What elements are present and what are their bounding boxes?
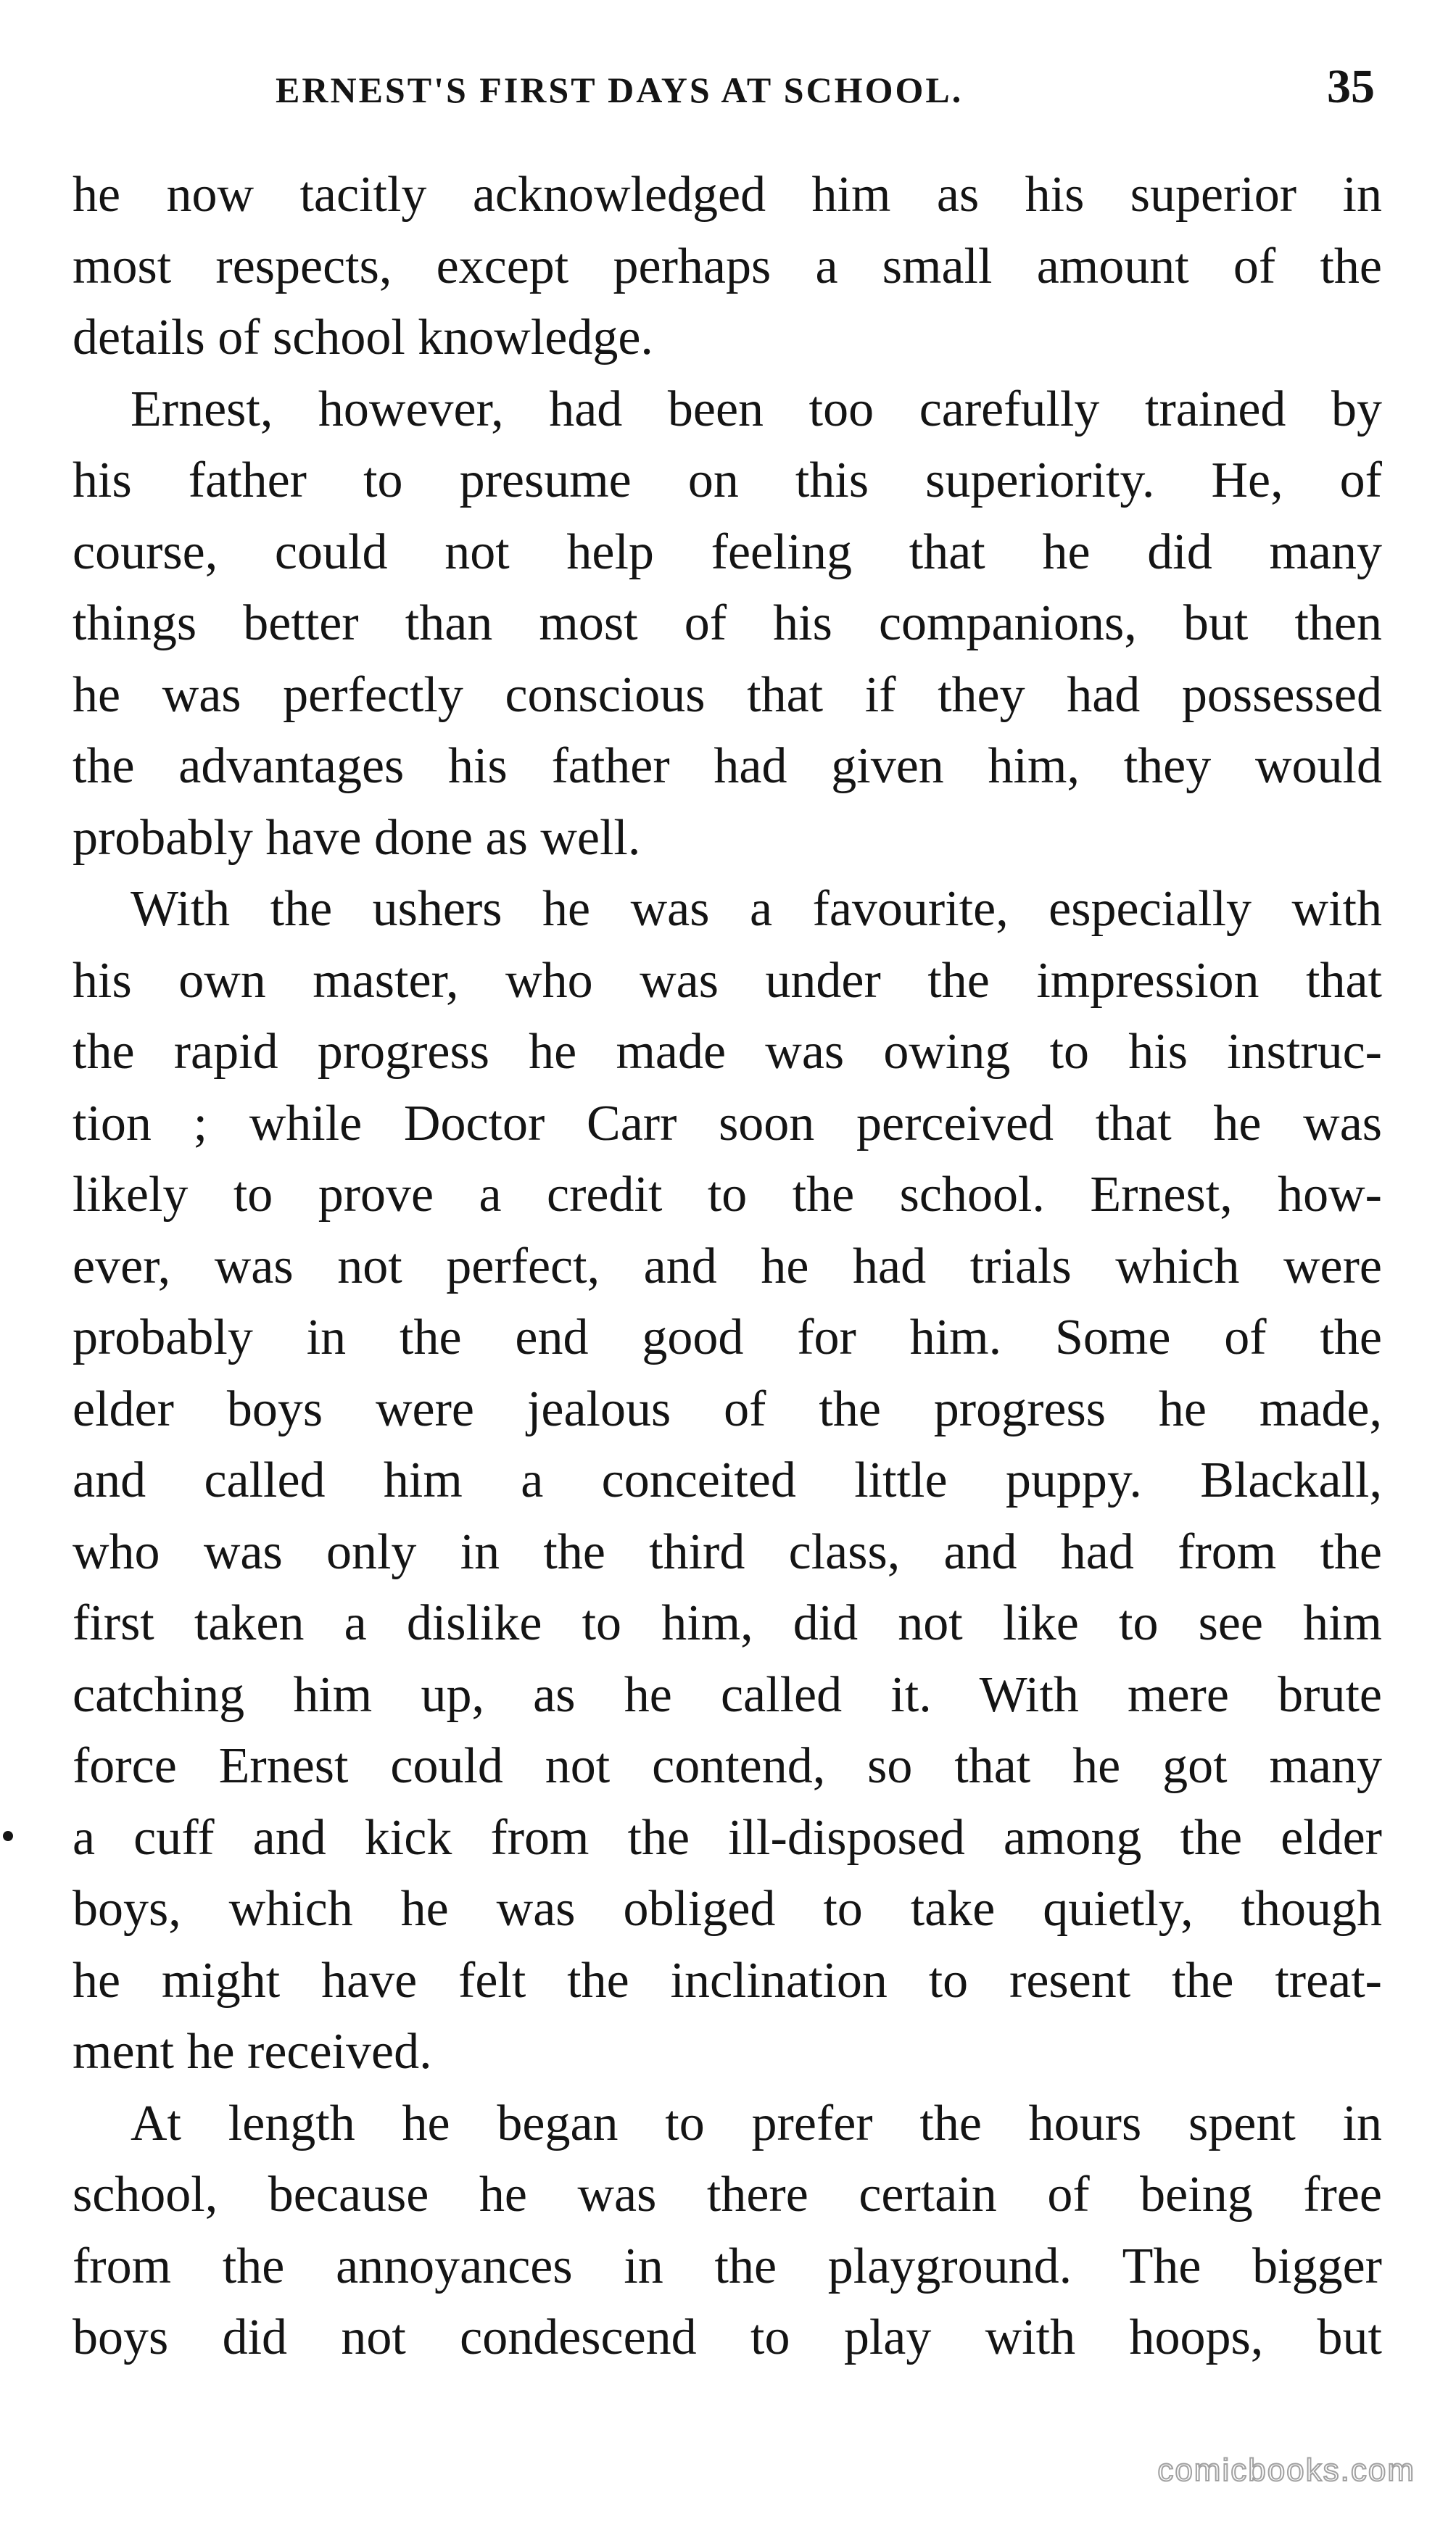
text-line: tion ; while Doctor Carr soon perceived that he was [73,1095,1382,1152]
text-line: ment he received. [73,2024,432,2080]
text-line: likely to prove a credit to the school. Ernest, how- [73,1167,1382,1223]
paragraph-first-line: Ernest, however, had been too carefully trained by [131,381,1382,437]
text-line: the rapid progress he made was owing to his instruc- [73,1024,1382,1080]
paragraph-first-line: At length he began to prefer the hours spent in [131,2095,1382,2151]
watermark-text: comicbooks.com [1157,2452,1415,2488]
text-line: boys, which he was obliged to take quietly, though [73,1881,1382,1937]
text-line: and called him a conceited little puppy. Blackall, [73,1452,1382,1508]
text-line: most respects, except perhaps a small amount of the [73,238,1382,294]
text-line: boys did not condescend to play with hoops, but [73,2310,1382,2365]
text-line: who was only in the third class, and had from the [73,1523,1382,1580]
text-line: from the annoyances in the playground. The bigger [73,2238,1382,2294]
text-line: elder boys were jealous of the progress he made, [73,1381,1382,1437]
text-line: probably have done as well. [73,809,641,866]
text-line: his father to presume on this superiority. He, of [73,452,1382,508]
text-line: ever, was not perfect, and he had trials which were [73,1238,1382,1294]
text-line: probably in the end good for him. Some of the [73,1310,1382,1365]
text-line: school, because he was there certain of being free [73,2167,1382,2223]
page-number: 35 [1327,60,1375,113]
text-line: the advantages his father had given him, they would [73,738,1382,794]
paragraph-first-line: With the ushers he was a favourite, especially with [131,881,1382,937]
text-line: first taken a dislike to him, did not like to see him [73,1595,1382,1651]
text-line: catching him up, as he called it. With mere brute [73,1666,1382,1723]
text-line: he might have felt the inclination to resent the treat- [73,1952,1382,2009]
text-line: force Ernest could not contend, so that he got many [73,1738,1382,1794]
ink-dot-mark [3,1831,13,1841]
text-line: a cuff and kick from the ill-disposed among the elder [73,1809,1382,1866]
text-line: he now tacitly acknowledged him as his superior in [73,167,1382,223]
text-line: things better than most of his companions, but then [73,595,1382,651]
text-line: details of school knowledge. [73,310,653,365]
text-line: his own master, who was under the impression that [73,952,1382,1009]
body-text [73,160,1382,2374]
text-line: he was perfectly conscious that if they had possessed [73,666,1382,723]
running-head-title: ERNEST'S FIRST DAYS AT SCHOOL. [276,70,964,110]
text-line: course, could not help feeling that he did many [73,524,1382,580]
